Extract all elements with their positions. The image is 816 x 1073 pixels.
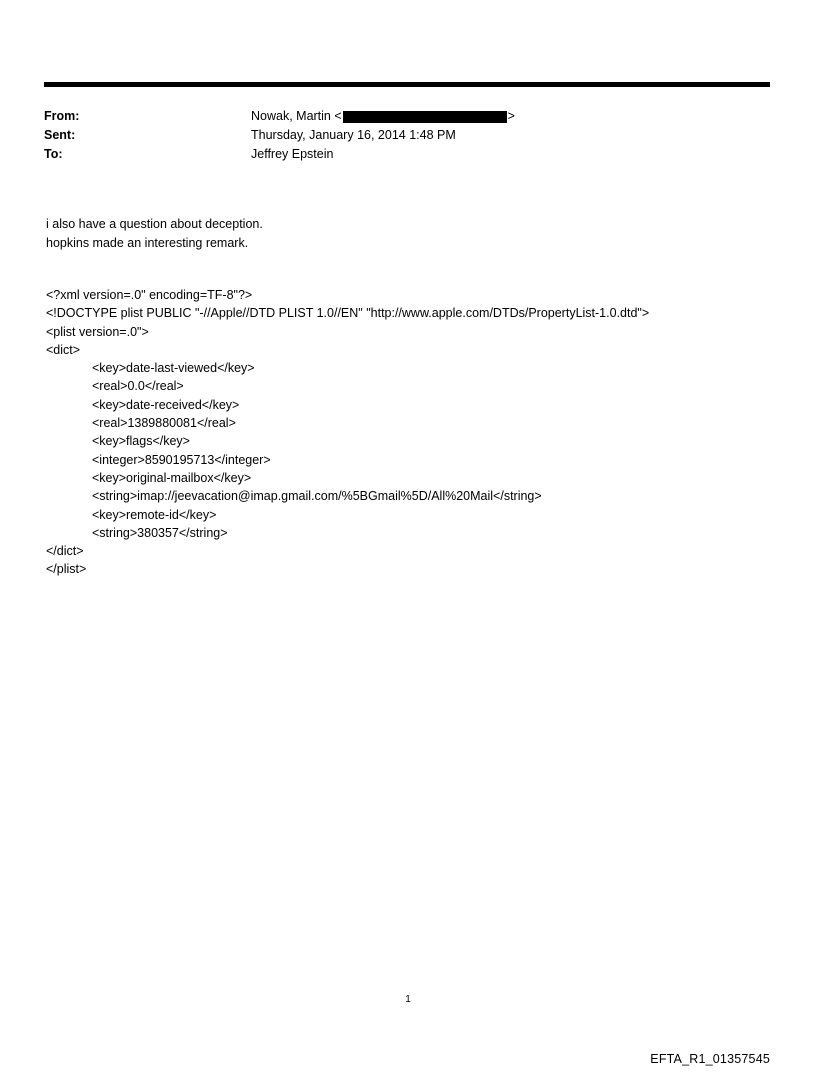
header-value-to: Jeffrey Epstein — [251, 147, 334, 161]
header-row-sent — [44, 126, 770, 145]
xml-line: <dict> — [46, 342, 81, 357]
bates-number: EFTA_R1_01357545 — [650, 1052, 770, 1066]
from-name-text: Nowak, Martin < — [251, 109, 342, 123]
body-line: hopkins made an interesting remark. — [46, 235, 249, 250]
redaction-bar — [343, 111, 507, 123]
xml-line: <!DOCTYPE plist PUBLIC "-//Apple//DTD PLIST 1.0//EN" "http://www.apple.com/DTDs/PropertyList-1.0.dtd"> — [46, 306, 650, 321]
xml-line: <integer>8590195713</integer> — [92, 452, 271, 467]
header-label-sent: Sent: — [44, 128, 76, 142]
body-line: i also have a question about deception. — [46, 217, 263, 231]
email-header-block — [44, 107, 770, 164]
page-number: 1 — [405, 994, 411, 1005]
header-row-from — [44, 107, 770, 126]
xml-line: <real>0.0</real> — [92, 379, 184, 394]
xml-line: <plist version=.0"> — [46, 324, 149, 339]
header-value-from — [251, 107, 770, 126]
xml-line: <key>date-received</key> — [92, 397, 240, 412]
xml-line: </dict> — [46, 544, 84, 559]
email-body — [46, 215, 766, 252]
xml-line: <key>remote-id</key> — [92, 507, 217, 522]
xml-line: <?xml version=.0" encoding=TF-8"?> — [46, 288, 253, 302]
header-value-sent: Thursday, January 16, 2014 1:48 PM — [251, 128, 456, 142]
xml-line: </plist> — [46, 562, 87, 577]
xml-line: <string>380357</string> — [92, 525, 228, 540]
xml-line: <real>1389880081</real> — [92, 416, 236, 431]
xml-line: <key>date-last-viewed</key> — [92, 361, 255, 376]
from-bracket-close: > — [507, 109, 515, 123]
xml-line: <string>imap://jeevacation@imap.gmail.com/%5BGmail%5D/All%20Mail</string> — [92, 489, 542, 504]
header-row-to — [44, 145, 770, 164]
xml-line: <key>flags</key> — [92, 434, 190, 449]
plist-xml-block — [46, 286, 786, 579]
header-label-to: To: — [44, 147, 63, 161]
header-label-from: From: — [44, 109, 80, 123]
xml-line: <key>original-mailbox</key> — [92, 470, 252, 485]
header-divider-rule — [44, 82, 770, 87]
